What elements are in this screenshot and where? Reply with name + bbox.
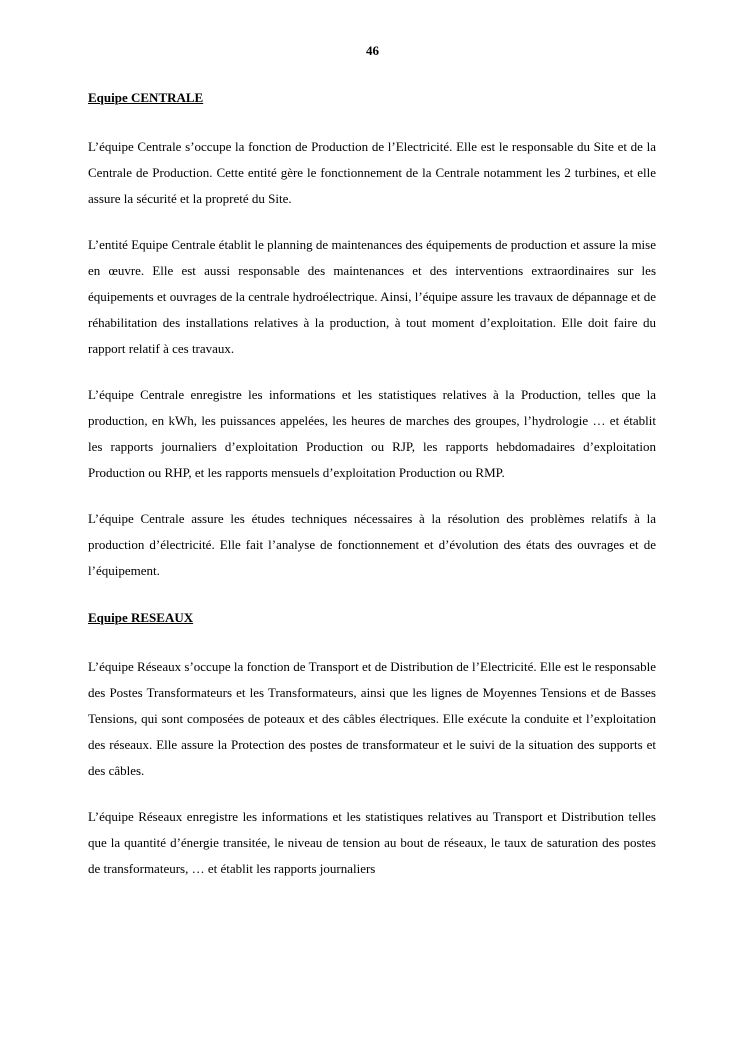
paragraph: L’équipe Centrale enregistre les informations et les statistiques relatives à la Production, telles que la production, en kWh, les puissances appelées, les heures de marches des groupes, l’hydrologie … et établit les rapports journaliers d’exploitation Production ou RJP, les rapports hebdomadaires d’exploitation Production ou RHP, et les rapports mensuels d’exploitation Production ou RMP. — [88, 387, 656, 480]
section-equipe-reseaux — [88, 608, 656, 882]
paragraph: L’équipe Réseaux enregistre les informations et les statistiques relatives au Transport et Distribution telles que la quantité d’énergie transitée, le niveau de tension au bout de réseaux, le taux de saturation des postes de transformateurs, … et établit les rapports journaliers — [88, 809, 656, 876]
page-number: 46 — [366, 43, 379, 58]
paragraph: L’équipe Réseaux s’occupe la fonction de Transport et de Distribution de l’Electricité. Elle est le responsable des Postes Transformateurs et les Transformateurs, ainsi que les lignes de Moyennes Tensions et de Basses Tensions, qui sont composées de poteaux et des câbles électriques. Elle exécute la conduite et l’exploitation des réseaux. Elle assure la Protection des postes de transformateur et le suivi de la situation des supports et des câbles. — [88, 659, 656, 778]
section-equipe-centrale — [88, 88, 656, 584]
section-heading: Equipe CENTRALE — [88, 90, 204, 105]
document-body — [88, 88, 656, 882]
section-heading: Equipe RESEAUX — [88, 610, 194, 625]
paragraph: L’équipe Centrale assure les études techniques nécessaires à la résolution des problèmes relatifs à la production d’électricité. Elle fait l’analyse de fonctionnement et d’évolution des états des ouvrages et de l’équipement. — [88, 511, 656, 578]
paragraph: L’entité Equipe Centrale établit le planning de maintenances des équipements de production et assure la mise en œuvre. Elle est aussi responsable des maintenances et des interventions extraordinaires sur les équipements et ouvrages de la centrale hydroélectrique. Ainsi, l’équipe assure les travaux de dépannage et de réhabilitation des installations relatives à la production, à tout moment d’exploitation. Elle doit faire du rapport relatif à ces travaux. — [88, 237, 656, 356]
paragraph: L’équipe Centrale s’occupe la fonction de Production de l’Electricité. Elle est le responsable du Site et de la Centrale de Production. Cette entité gère le fonctionnement de la Centrale notamment les 2 turbines, et elle assure la sécurité et la propreté du Site. — [88, 139, 656, 206]
